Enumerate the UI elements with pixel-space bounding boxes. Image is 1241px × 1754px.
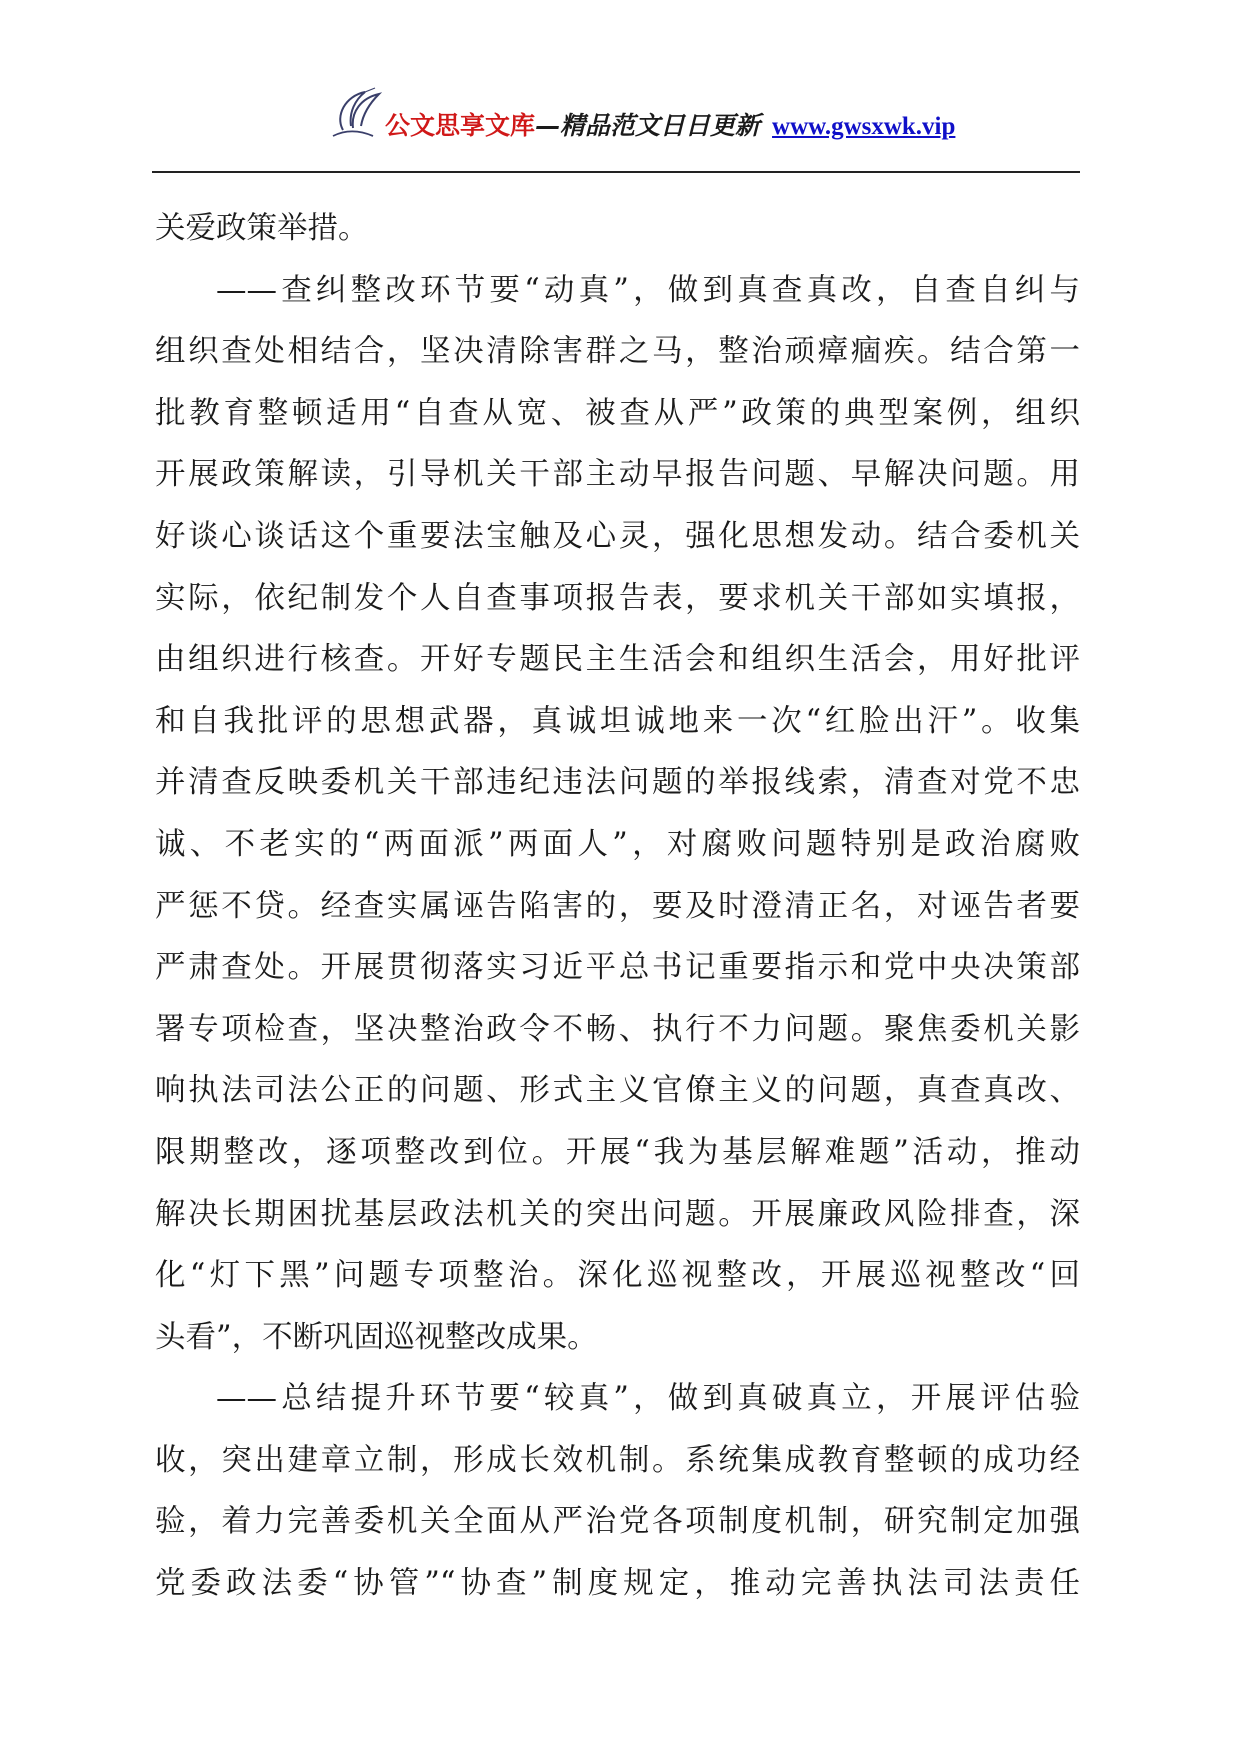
header-text [385,110,955,143]
slogan: —精品范文日日更新 [535,111,761,140]
text-line: 组织查处相结合，坚决清除害群之马，整治顽瘴痼疾。结合第一 [155,334,1080,370]
text-line: 并清查反映委机关干部违纪违法问题的举报线索，清查对党不忠 [155,765,1080,801]
brand-name: 公文思享文库 [385,111,536,140]
text-line: ——总结提升环节要“较真”，做到真破真立，开展评估验 [216,1381,1080,1417]
body-text [155,198,1080,1615]
text-line: 实际，依纪制发个人自查事项报告表，要求机关干部如实填报， [155,580,1080,616]
header-divider [152,171,1080,173]
text-line: 署专项检查，坚决整治政令不畅、执行不力问题。聚焦委机关影 [155,1011,1080,1047]
text-line: 验，着力完善委机关全面从严治党各项制度机制，研究制定加强 [155,1504,1080,1540]
text-line: 限期整改，逐项整改到位。开展“我为基层解难题”活动，推动 [155,1134,1080,1170]
text-line: 诚、不老实的“两面派”两面人”，对腐败问题特别是政治腐败 [155,826,1080,862]
text-line: 响执法司法公正的问题、形式主义官僚主义的问题，真查真改、 [155,1073,1080,1109]
text-line: 批教育整顿适用“自查从宽、被查从严”政策的典型案例，组织 [155,395,1080,431]
text-line: ——查纠整改环节要“动真”，做到真查真改，自查自纠与 [216,272,1080,308]
text-line: 由组织进行核查。开好专题民主生活会和组织生活会，用好批评 [155,642,1080,678]
text-line: 收，突出建章立制，形成长效机制。系统集成教育整顿的成功经 [155,1442,1080,1478]
text-line: 头看”，不断巩固巡视整改成果。 [155,1319,598,1355]
site-url-link[interactable]: www.gwsxwk.vip [772,113,956,140]
text-line: 化“灯下黑”问题专项整治。深化巡视整改，开展巡视整改“回 [155,1258,1080,1294]
text-line: 开展政策解读，引导机关干部主动早报告问题、早解决问题。用 [155,457,1080,493]
text-line: 和自我批评的思想武器，真诚坦诚地来一次“红脸出汗”。收集 [155,703,1080,739]
quill-logo-icon [325,86,393,142]
text-line: 关爱政策举措。 [155,211,369,246]
text-line: 好谈心谈话这个重要法宝触及心灵，强化思想发动。结合委机关 [155,518,1080,554]
text-line: 解决长期困扰基层政法机关的突出问题。开展廉政风险排查，深 [155,1196,1080,1232]
page-header [325,86,1085,146]
text-line: 党委政法委“协管”“协查”制度规定，推动完善执法司法责任 [155,1566,1080,1602]
text-line: 严惩不贷。经查实属诬告陷害的，要及时澄清正名，对诬告者要 [155,888,1080,924]
text-line: 严肃查处。开展贯彻落实习近平总书记重要指示和党中央决策部 [155,950,1080,986]
